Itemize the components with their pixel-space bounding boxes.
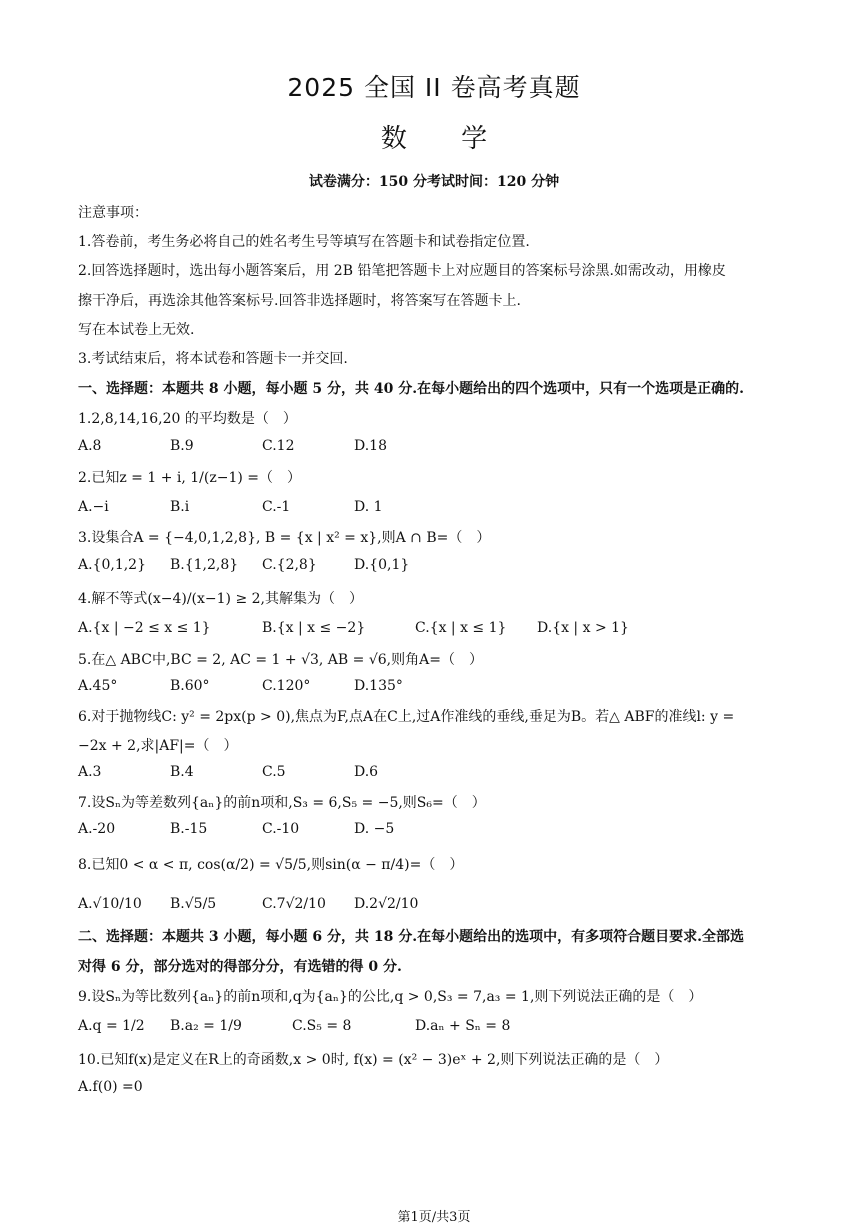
question-6-stem-line-1: 6.对于抛物线C: y² = 2px(p > 0),焦点为F,点A在C上,过A作准线的垂线,垂足为B。若△ ABF的准线l: y =	[78, 709, 735, 725]
question-4-option-b: B.{x | x ≤ −2}	[262, 620, 366, 636]
question-4-option-d: D.{x | x > 1}	[537, 620, 629, 636]
question-8-stem: 8.已知0 < α < π, cos(α/2) = √5/5,则sin(α − π/4)=（ ）	[78, 857, 464, 873]
question-9-option-d: D.aₙ + Sₙ = 8	[415, 1018, 511, 1034]
question-1-option-c: C.12	[262, 438, 295, 454]
question-5-stem: 5.在△ ABC中,BC = 2, AC = 1 + √3, AB = √6,则角A=（ ）	[78, 652, 483, 668]
question-10-option-a: A.f(0) =0	[78, 1079, 143, 1095]
question-2-stem: 2.已知z = 1 + i, 1/(z−1) =（ ）	[78, 470, 302, 486]
page-number: 第1页/共3页	[397, 1210, 471, 1225]
section-2-heading-line-2: 对得 6 分，部分选对的得部分分，有选错的得 0 分.	[78, 959, 402, 975]
question-6-option-c: C.5	[262, 764, 286, 780]
question-9-stem: 9.设Sₙ为等比数列{aₙ}的前n项和,q为{aₙ}的公比,q > 0,S₃ = 7,a₃ = 1,则下列说法正确的是（ ）	[78, 989, 703, 1005]
question-1-option-a: A.8	[78, 438, 102, 454]
question-7-option-d: D. −5	[354, 821, 395, 837]
question-3-option-c: C.{2,8}	[262, 557, 317, 573]
note-2-line-2: 擦干净后，再选涂其他答案标号.回答非选择题时，将答案写在答题卡上.	[78, 293, 521, 309]
question-2-option-b: B.i	[170, 499, 190, 515]
question-4-option-c: C.{x | x ≤ 1}	[415, 620, 507, 636]
question-7-stem: 7.设Sₙ为等差数列{aₙ}的前n项和,S₃ = 6,S₅ = −5,则S₆=（ ）	[78, 795, 486, 811]
question-2-option-a: A.−i	[78, 499, 109, 515]
question-3-option-a: A.{0,1,2}	[78, 557, 146, 573]
exam-meta: 试卷满分：150 分考试时间：120 分钟	[308, 174, 560, 190]
question-3-option-d: D.{0,1}	[354, 557, 410, 573]
question-9-option-a: A.q = 1/2	[78, 1018, 145, 1034]
question-3-option-b: B.{1,2,8}	[170, 557, 239, 573]
note-2-line-1: 2.回答选择题时，选出每小题答案后，用 2B 铅笔把答题卡上对应题目的答案标号涂黑.如需改动，用橡皮	[78, 263, 726, 279]
notes-heading: 注意事项：	[78, 205, 148, 221]
question-2-option-d: D. 1	[354, 499, 383, 515]
question-7-option-c: C.-10	[262, 821, 300, 837]
question-8-option-d: D.2√2/10	[354, 896, 419, 912]
subject-title: 数 学	[380, 124, 488, 154]
question-6-option-d: D.6	[354, 764, 379, 780]
note-2-line-3: 写在本试卷上无效.	[78, 322, 195, 338]
question-9-option-b: B.a₂ = 1/9	[170, 1018, 242, 1034]
question-7-option-b: B.-15	[170, 821, 208, 837]
question-8-option-c: C.7√2/10	[262, 896, 326, 912]
question-2-option-c: C.-1	[262, 499, 291, 515]
section-1-heading: 一、选择题：本题共 8 小题，每小题 5 分，共 40 分.在每小题给出的四个选项中，只有一个选项是正确的.	[78, 381, 744, 397]
question-1-option-b: B.9	[170, 438, 194, 454]
question-1-stem: 1.2,8,14,16,20 的平均数是（ ）	[78, 411, 297, 427]
exam-title: 2025 全国 II 卷高考真题	[287, 73, 581, 102]
question-8-option-b: B.√5/5	[170, 896, 217, 912]
question-6-stem-line-2: −2x + 2,求|AF|=（ ）	[78, 738, 238, 754]
question-3-stem: 3.设集合A = {−4,0,1,2,8}, B = {x | x² = x},则A ∩ B=（ ）	[78, 530, 491, 546]
question-6-option-a: A.3	[78, 764, 102, 780]
question-7-option-a: A.-20	[78, 821, 116, 837]
question-5-option-d: D.135°	[354, 678, 403, 694]
note-3: 3.考试结束后，将本试卷和答题卡一并交回.	[78, 351, 348, 367]
question-1-option-d: D.18	[354, 438, 387, 454]
question-5-option-c: C.120°	[262, 678, 311, 694]
question-8-option-a: A.√10/10	[78, 896, 142, 912]
question-5-option-a: A.45°	[78, 678, 118, 694]
note-1: 1.答卷前，考生务必将自己的姓名考生号等填写在答题卡和试卷指定位置.	[78, 234, 530, 250]
question-4-stem: 4.解不等式(x−4)/(x−1) ≥ 2,其解集为（ ）	[78, 591, 363, 607]
question-10-stem: 10.已知f(x)是定义在R上的奇函数,x > 0时, f(x) = (x² − 3)eˣ + 2,则下列说法正确的是（ ）	[78, 1052, 669, 1068]
question-6-option-b: B.4	[170, 764, 194, 780]
question-5-option-b: B.60°	[170, 678, 210, 694]
question-4-option-a: A.{x | −2 ≤ x ≤ 1}	[78, 620, 211, 636]
section-2-heading-line-1: 二、选择题：本题共 3 小题，每小题 6 分，共 18 分.在每小题给出的选项中，有多项符合题目要求.全部选	[78, 929, 744, 945]
question-9-option-c: C.S₅ = 8	[292, 1018, 352, 1034]
